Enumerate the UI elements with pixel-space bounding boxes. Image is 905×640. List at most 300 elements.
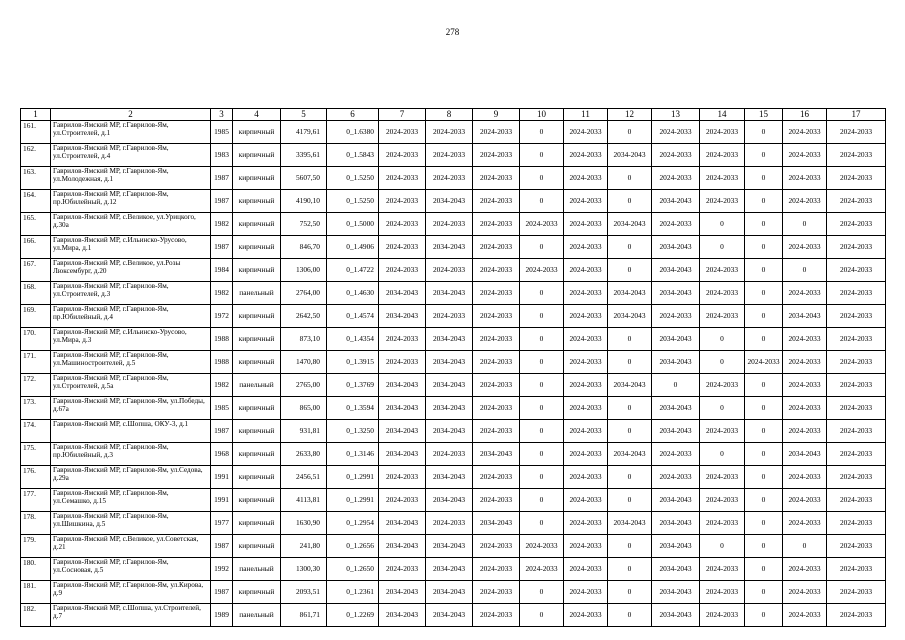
row-number-cell: 181. (21, 581, 51, 604)
priority-code-cell: 0_1.4574 (327, 305, 379, 328)
year-built-cell: 1985 (211, 397, 233, 420)
priority-code-cell: 0_1.2269 (327, 604, 379, 627)
row-number-cell: 163. (21, 167, 51, 190)
period-col-14-cell: 0 (700, 443, 745, 466)
period-col-11-cell: 2024-2033 (564, 443, 608, 466)
period-col-12-cell: 2034-2043 (608, 144, 652, 167)
period-col-7-cell: 2034-2043 (379, 604, 426, 627)
year-built-cell: 1987 (211, 190, 233, 213)
period-col-10-cell: 0 (520, 305, 564, 328)
row-number-cell: 179. (21, 535, 51, 558)
row-number-cell: 177. (21, 489, 51, 512)
total-area-cell: 2764,00 (281, 282, 327, 305)
period-col-17-cell: 2024-2033 (827, 466, 886, 489)
period-col-16-cell: 2024-2033 (783, 167, 827, 190)
period-col-11-cell: 2024-2033 (564, 420, 608, 443)
priority-code-cell: 0_1.4906 (327, 236, 379, 259)
period-col-15-cell: 2024-2033 (745, 351, 783, 374)
period-col-13-cell: 2034-2043 (652, 558, 700, 581)
period-col-10-cell: 0 (520, 489, 564, 512)
table-row (21, 144, 886, 167)
year-built-cell: 1988 (211, 351, 233, 374)
period-col-14-cell: 2024-2033 (700, 282, 745, 305)
wall-material-cell: кирпичный (233, 420, 281, 443)
total-area-cell: 2642,50 (281, 305, 327, 328)
period-col-10-cell: 0 (520, 397, 564, 420)
wall-material-cell: кирпичный (233, 535, 281, 558)
year-built-cell: 1982 (211, 213, 233, 236)
period-col-14-cell: 2024-2033 (700, 167, 745, 190)
period-col-11-cell: 2024-2033 (564, 512, 608, 535)
period-col-14-cell: 0 (700, 397, 745, 420)
period-col-9-cell: 2024-2033 (473, 535, 520, 558)
period-col-11-cell: 2024-2033 (564, 167, 608, 190)
total-area-cell: 2765,00 (281, 374, 327, 397)
period-col-16-cell: 2024-2033 (783, 420, 827, 443)
table-row (21, 512, 886, 535)
period-col-8-cell: 2034-2043 (426, 236, 473, 259)
year-built-cell: 1988 (211, 328, 233, 351)
period-col-15-cell: 0 (745, 236, 783, 259)
period-col-14-cell: 2024-2033 (700, 190, 745, 213)
period-col-7-cell: 2024-2033 (379, 144, 426, 167)
period-col-17-cell: 2024-2033 (827, 144, 886, 167)
period-col-12-cell: 0 (608, 236, 652, 259)
period-col-17-cell: 2024-2033 (827, 282, 886, 305)
total-area-cell: 846,70 (281, 236, 327, 259)
priority-code-cell: 0_1.4630 (327, 282, 379, 305)
period-col-17-cell: 2024-2033 (827, 512, 886, 535)
period-col-15-cell: 0 (745, 305, 783, 328)
period-col-10-cell: 2024-2033 (520, 213, 564, 236)
period-col-16-cell: 2024-2033 (783, 489, 827, 512)
period-col-12-cell: 0 (608, 558, 652, 581)
priority-code-cell: 0_1.5250 (327, 167, 379, 190)
period-col-9-cell: 2034-2043 (473, 512, 520, 535)
period-col-8-cell: 2034-2043 (426, 558, 473, 581)
period-col-17-cell: 2024-2033 (827, 443, 886, 466)
priority-code-cell: 0_1.2954 (327, 512, 379, 535)
period-col-16-cell: 2024-2033 (783, 121, 827, 144)
wall-material-cell: кирпичный (233, 236, 281, 259)
period-col-10-cell: 2024-2033 (520, 259, 564, 282)
period-col-10-cell: 0 (520, 374, 564, 397)
row-number-cell: 169. (21, 305, 51, 328)
row-number-cell: 172. (21, 374, 51, 397)
row-number-cell: 176. (21, 466, 51, 489)
period-col-17-cell: 2024-2033 (827, 420, 886, 443)
period-col-10-cell: 0 (520, 236, 564, 259)
period-col-12-cell: 0 (608, 489, 652, 512)
period-col-15-cell: 0 (745, 374, 783, 397)
period-col-9-cell: 2024-2033 (473, 144, 520, 167)
period-col-8-cell: 2024-2033 (426, 121, 473, 144)
table-row (21, 397, 886, 420)
period-col-8-cell: 2024-2033 (426, 213, 473, 236)
column-header-2: 2 (51, 109, 211, 121)
period-col-13-cell: 2024-2033 (652, 466, 700, 489)
period-col-17-cell: 2024-2033 (827, 121, 886, 144)
total-area-cell: 2633,80 (281, 443, 327, 466)
year-built-cell: 1968 (211, 443, 233, 466)
period-col-7-cell: 2034-2043 (379, 512, 426, 535)
period-col-16-cell: 2024-2033 (783, 190, 827, 213)
wall-material-cell: панельный (233, 604, 281, 627)
period-col-14-cell: 2024-2033 (700, 604, 745, 627)
period-col-8-cell: 2034-2043 (426, 604, 473, 627)
period-col-15-cell: 0 (745, 535, 783, 558)
period-col-13-cell: 2034-2043 (652, 351, 700, 374)
table-row (21, 420, 886, 443)
period-col-10-cell: 0 (520, 420, 564, 443)
year-built-cell: 1987 (211, 420, 233, 443)
period-col-15-cell: 0 (745, 213, 783, 236)
period-col-15-cell: 0 (745, 581, 783, 604)
period-col-13-cell: 2024-2033 (652, 167, 700, 190)
wall-material-cell: панельный (233, 282, 281, 305)
priority-code-cell: 0_1.5843 (327, 144, 379, 167)
total-area-cell: 861,71 (281, 604, 327, 627)
priority-code-cell: 0_1.5000 (327, 213, 379, 236)
priority-code-cell: 0_1.3769 (327, 374, 379, 397)
table-row (21, 443, 886, 466)
total-area-cell: 241,80 (281, 535, 327, 558)
period-col-16-cell: 2024-2033 (783, 236, 827, 259)
address-cell: Гаврилов-Ямский МР, г.Гаврилов-Ям, ул.Сосновая, д.5 (51, 558, 211, 581)
table-row (21, 167, 886, 190)
period-col-14-cell: 2024-2033 (700, 259, 745, 282)
address-cell: Гаврилов-Ямский МР, г.Гаврилов-Ям, ул.Седова, д.29а (51, 466, 211, 489)
address-cell: Гаврилов-Ямский МР, г.Гаврилов-Ям, ул.Молодежная, д.1 (51, 167, 211, 190)
year-built-cell: 1991 (211, 489, 233, 512)
period-col-15-cell: 0 (745, 512, 783, 535)
address-cell: Гаврилов-Ямский МР, с.Великое, ул.Советская, д.21 (51, 535, 211, 558)
priority-code-cell: 0_1.3146 (327, 443, 379, 466)
period-col-9-cell: 2024-2033 (473, 489, 520, 512)
year-built-cell: 1991 (211, 466, 233, 489)
column-header-3: 3 (211, 109, 233, 121)
row-number-cell: 171. (21, 351, 51, 374)
period-col-12-cell: 0 (608, 420, 652, 443)
table-row (21, 190, 886, 213)
period-col-13-cell: 2034-2043 (652, 190, 700, 213)
period-col-12-cell: 0 (608, 190, 652, 213)
period-col-15-cell: 0 (745, 190, 783, 213)
total-area-cell: 4179,61 (281, 121, 327, 144)
total-area-cell: 1300,30 (281, 558, 327, 581)
row-number-cell: 180. (21, 558, 51, 581)
priority-code-cell: 0_1.4722 (327, 259, 379, 282)
period-col-8-cell: 2024-2033 (426, 305, 473, 328)
priority-code-cell: 0_1.3250 (327, 420, 379, 443)
priority-code-cell: 0_1.2991 (327, 466, 379, 489)
period-col-12-cell: 2034-2043 (608, 443, 652, 466)
address-cell: Гаврилов-Ямский МР, с.Шопша, ОКУ-3, д.1 (51, 420, 211, 443)
period-col-8-cell: 2034-2043 (426, 420, 473, 443)
period-col-13-cell: 2034-2043 (652, 512, 700, 535)
period-col-17-cell: 2024-2033 (827, 328, 886, 351)
priority-code-cell: 0_1.2361 (327, 581, 379, 604)
address-cell: Гаврилов-Ямский МР, с.Великое, ул.Розы Люксембург, д.20 (51, 259, 211, 282)
year-built-cell: 1982 (211, 282, 233, 305)
period-col-12-cell: 2034-2043 (608, 374, 652, 397)
period-col-10-cell: 0 (520, 282, 564, 305)
period-col-13-cell: 2024-2033 (652, 144, 700, 167)
period-col-13-cell: 2034-2043 (652, 489, 700, 512)
address-cell: Гаврилов-Ямский МР, г.Гаврилов-Ям, ул.Семашко, д.15 (51, 489, 211, 512)
row-number-cell: 162. (21, 144, 51, 167)
period-col-13-cell: 2024-2033 (652, 305, 700, 328)
period-col-13-cell: 0 (652, 374, 700, 397)
period-col-14-cell: 0 (700, 351, 745, 374)
period-col-10-cell: 0 (520, 581, 564, 604)
total-area-cell: 752,50 (281, 213, 327, 236)
period-col-11-cell: 2024-2033 (564, 397, 608, 420)
housing-register-table (20, 108, 886, 627)
period-col-9-cell: 2024-2033 (473, 282, 520, 305)
period-col-9-cell: 2024-2033 (473, 167, 520, 190)
column-header-10: 10 (520, 109, 564, 121)
period-col-13-cell: 2034-2043 (652, 236, 700, 259)
period-col-7-cell: 2034-2043 (379, 443, 426, 466)
period-col-8-cell: 2034-2043 (426, 489, 473, 512)
priority-code-cell: 0_1.2656 (327, 535, 379, 558)
period-col-15-cell: 0 (745, 167, 783, 190)
address-cell: Гаврилов-Ямский МР, г.Гаврилов-Ям, ул.Строителей, д.4 (51, 144, 211, 167)
period-col-16-cell: 0 (783, 213, 827, 236)
period-col-12-cell: 0 (608, 328, 652, 351)
address-cell: Гаврилов-Ямский МР, г.Гаврилов-Ям, пр.Юбилейный, д.12 (51, 190, 211, 213)
period-col-7-cell: 2024-2033 (379, 259, 426, 282)
period-col-10-cell: 0 (520, 443, 564, 466)
column-number-header (21, 109, 886, 121)
period-col-11-cell: 2024-2033 (564, 282, 608, 305)
period-col-13-cell: 2034-2043 (652, 397, 700, 420)
column-header-9: 9 (473, 109, 520, 121)
period-col-16-cell: 2024-2033 (783, 558, 827, 581)
period-col-15-cell: 0 (745, 489, 783, 512)
year-built-cell: 1977 (211, 512, 233, 535)
period-col-14-cell: 2024-2033 (700, 466, 745, 489)
period-col-9-cell: 2024-2033 (473, 397, 520, 420)
column-header-5: 5 (281, 109, 327, 121)
period-col-16-cell: 2024-2033 (783, 512, 827, 535)
wall-material-cell: кирпичный (233, 581, 281, 604)
period-col-10-cell: 2024-2033 (520, 535, 564, 558)
column-header-4: 4 (233, 109, 281, 121)
priority-code-cell: 0_1.5250 (327, 190, 379, 213)
period-col-14-cell: 0 (700, 236, 745, 259)
period-col-7-cell: 2024-2033 (379, 167, 426, 190)
period-col-11-cell: 2024-2033 (564, 581, 608, 604)
address-cell: Гаврилов-Ямский МР, г.Гаврилов-Ям, ул.Строителей, д.3 (51, 282, 211, 305)
year-built-cell: 1987 (211, 581, 233, 604)
period-col-14-cell: 0 (700, 535, 745, 558)
table-row (21, 489, 886, 512)
period-col-11-cell: 2024-2033 (564, 374, 608, 397)
total-area-cell: 2456,51 (281, 466, 327, 489)
period-col-8-cell: 2024-2033 (426, 167, 473, 190)
year-built-cell: 1984 (211, 259, 233, 282)
year-built-cell: 1982 (211, 374, 233, 397)
period-col-16-cell: 2024-2033 (783, 604, 827, 627)
row-number-cell: 182. (21, 604, 51, 627)
table-row (21, 535, 886, 558)
period-col-15-cell: 0 (745, 282, 783, 305)
period-col-11-cell: 2024-2033 (564, 190, 608, 213)
period-col-14-cell: 2024-2033 (700, 121, 745, 144)
period-col-11-cell: 2024-2033 (564, 604, 608, 627)
period-col-12-cell: 0 (608, 581, 652, 604)
column-header-17: 17 (827, 109, 886, 121)
period-col-7-cell: 2034-2043 (379, 397, 426, 420)
period-col-9-cell: 2024-2033 (473, 351, 520, 374)
total-area-cell: 4113,81 (281, 489, 327, 512)
period-col-11-cell: 2024-2033 (564, 236, 608, 259)
period-col-11-cell: 2024-2033 (564, 121, 608, 144)
period-col-17-cell: 2024-2033 (827, 167, 886, 190)
period-col-8-cell: 2024-2033 (426, 443, 473, 466)
period-col-13-cell: 2034-2043 (652, 604, 700, 627)
year-built-cell: 1987 (211, 236, 233, 259)
wall-material-cell: кирпичный (233, 213, 281, 236)
table-row (21, 581, 886, 604)
column-header-12: 12 (608, 109, 652, 121)
period-col-17-cell: 2024-2033 (827, 351, 886, 374)
period-col-10-cell: 0 (520, 190, 564, 213)
address-cell: Гаврилов-Ямский МР, г.Гаврилов-Ям, ул.Машиностроителей, д.5 (51, 351, 211, 374)
wall-material-cell: кирпичный (233, 489, 281, 512)
period-col-11-cell: 2024-2033 (564, 213, 608, 236)
wall-material-cell: кирпичный (233, 328, 281, 351)
period-col-16-cell: 2024-2033 (783, 397, 827, 420)
period-col-9-cell: 2024-2033 (473, 581, 520, 604)
column-header-16: 16 (783, 109, 827, 121)
period-col-9-cell: 2024-2033 (473, 328, 520, 351)
period-col-7-cell: 2034-2043 (379, 535, 426, 558)
priority-code-cell: 0_1.6380 (327, 121, 379, 144)
table-row (21, 236, 886, 259)
period-col-7-cell: 2034-2043 (379, 282, 426, 305)
priority-code-cell: 0_1.2650 (327, 558, 379, 581)
year-built-cell: 1987 (211, 167, 233, 190)
total-area-cell: 1630,90 (281, 512, 327, 535)
period-col-12-cell: 0 (608, 259, 652, 282)
period-col-7-cell: 2034-2043 (379, 420, 426, 443)
period-col-15-cell: 0 (745, 397, 783, 420)
period-col-17-cell: 2024-2033 (827, 236, 886, 259)
table-row (21, 558, 886, 581)
period-col-8-cell: 2034-2043 (426, 282, 473, 305)
column-header-11: 11 (564, 109, 608, 121)
year-built-cell: 1985 (211, 121, 233, 144)
address-cell: Гаврилов-Ямский МР, г.Гаврилов-Ям, пр.Юбилейный, д.3 (51, 443, 211, 466)
table-body (21, 121, 886, 627)
period-col-12-cell: 0 (608, 121, 652, 144)
address-cell: Гаврилов-Ямский МР, г.Гаврилов-Ям, ул.Шишкина, д.5 (51, 512, 211, 535)
total-area-cell: 1306,00 (281, 259, 327, 282)
period-col-11-cell: 2024-2033 (564, 259, 608, 282)
period-col-17-cell: 2024-2033 (827, 305, 886, 328)
address-cell: Гаврилов-Ямский МР, г.Гаврилов-Ям, ул.Кирова, д.9 (51, 581, 211, 604)
period-col-17-cell: 2024-2033 (827, 489, 886, 512)
period-col-13-cell: 2034-2043 (652, 420, 700, 443)
period-col-16-cell: 0 (783, 259, 827, 282)
period-col-14-cell: 0 (700, 213, 745, 236)
priority-code-cell: 0_1.2991 (327, 489, 379, 512)
period-col-11-cell: 2024-2033 (564, 558, 608, 581)
period-col-12-cell: 0 (608, 535, 652, 558)
total-area-cell: 873,10 (281, 328, 327, 351)
table-row (21, 466, 886, 489)
wall-material-cell: панельный (233, 374, 281, 397)
total-area-cell: 4190,10 (281, 190, 327, 213)
row-number-cell: 175. (21, 443, 51, 466)
period-col-12-cell: 0 (608, 604, 652, 627)
period-col-13-cell: 2034-2043 (652, 535, 700, 558)
row-number-cell: 167. (21, 259, 51, 282)
period-col-14-cell: 2024-2033 (700, 374, 745, 397)
table-row (21, 259, 886, 282)
period-col-8-cell: 2024-2033 (426, 144, 473, 167)
period-col-7-cell: 2024-2033 (379, 213, 426, 236)
period-col-11-cell: 2024-2033 (564, 535, 608, 558)
period-col-13-cell: 2024-2033 (652, 213, 700, 236)
row-number-cell: 165. (21, 213, 51, 236)
period-col-8-cell: 2034-2043 (426, 581, 473, 604)
period-col-12-cell: 2034-2043 (608, 282, 652, 305)
period-col-14-cell: 2024-2033 (700, 420, 745, 443)
period-col-9-cell: 2034-2043 (473, 443, 520, 466)
period-col-15-cell: 0 (745, 604, 783, 627)
period-col-9-cell: 2024-2033 (473, 121, 520, 144)
period-col-9-cell: 2024-2033 (473, 259, 520, 282)
period-col-15-cell: 0 (745, 558, 783, 581)
period-col-8-cell: 2024-2033 (426, 259, 473, 282)
period-col-17-cell: 2024-2033 (827, 213, 886, 236)
wall-material-cell: кирпичный (233, 466, 281, 489)
wall-material-cell: кирпичный (233, 443, 281, 466)
period-col-17-cell: 2024-2033 (827, 535, 886, 558)
priority-code-cell: 0_1.4354 (327, 328, 379, 351)
period-col-9-cell: 2024-2033 (473, 558, 520, 581)
period-col-7-cell: 2024-2033 (379, 190, 426, 213)
period-col-16-cell: 0 (783, 535, 827, 558)
period-col-12-cell: 0 (608, 351, 652, 374)
period-col-7-cell: 2034-2043 (379, 581, 426, 604)
period-col-10-cell: 0 (520, 328, 564, 351)
wall-material-cell: кирпичный (233, 144, 281, 167)
wall-material-cell: кирпичный (233, 512, 281, 535)
period-col-15-cell: 0 (745, 144, 783, 167)
page-number: 278 (445, 27, 460, 37)
table-row (21, 305, 886, 328)
period-col-7-cell: 2024-2033 (379, 351, 426, 374)
year-built-cell: 1972 (211, 305, 233, 328)
period-col-13-cell: 2024-2033 (652, 121, 700, 144)
period-col-14-cell: 2024-2033 (700, 305, 745, 328)
wall-material-cell: кирпичный (233, 351, 281, 374)
wall-material-cell: панельный (233, 558, 281, 581)
period-col-10-cell: 0 (520, 121, 564, 144)
period-col-12-cell: 0 (608, 466, 652, 489)
table-row (21, 351, 886, 374)
table-row (21, 374, 886, 397)
period-col-7-cell: 2024-2033 (379, 121, 426, 144)
period-col-13-cell: 2034-2043 (652, 581, 700, 604)
period-col-11-cell: 2024-2033 (564, 328, 608, 351)
row-number-cell: 173. (21, 397, 51, 420)
